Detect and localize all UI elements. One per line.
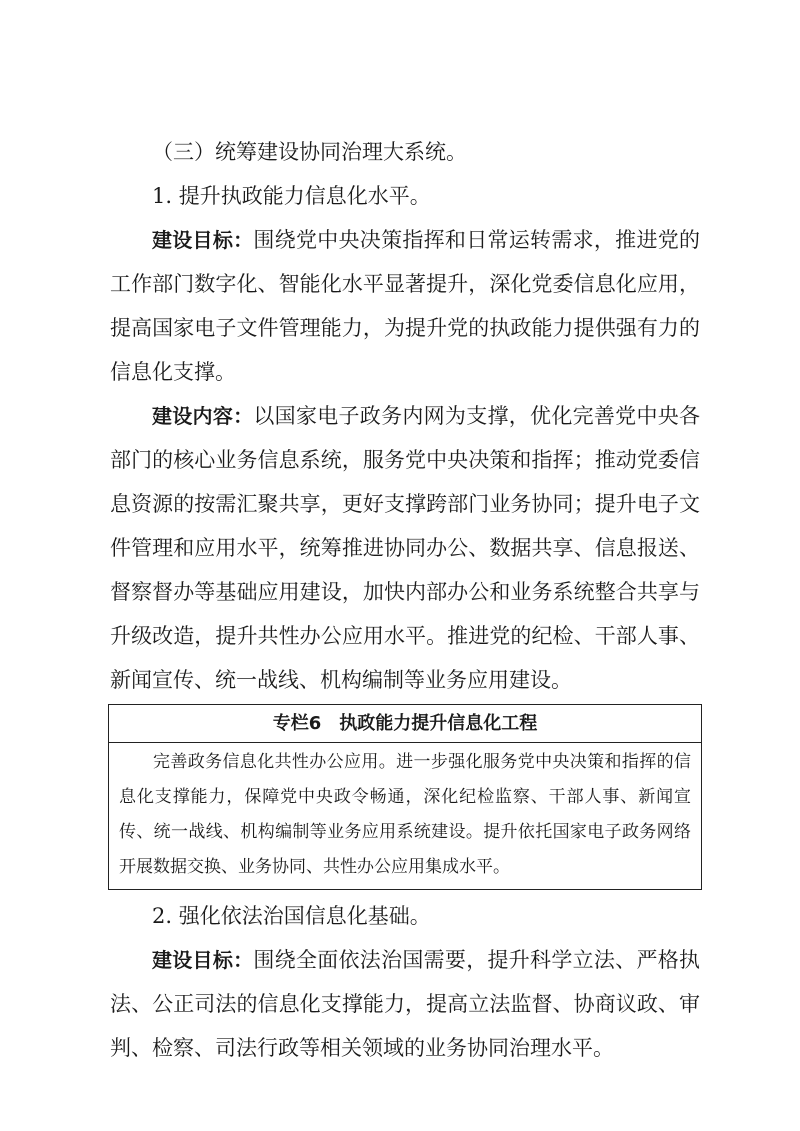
item2-goal-paragraph [110,938,700,1070]
item2-heading: 2. 强化依法治国信息化基础。 [152,904,431,928]
item1-goal-paragraph [110,218,700,394]
item1-content-label: 建设内容： [152,404,254,428]
section-heading: （三）统筹建设协同治理大系统。 [152,140,467,164]
item2-goal-label: 建设目标： [152,948,254,972]
item1-content-paragraph [110,394,700,702]
item1-goal-text: 围绕党中央决策指挥和日常运转需求，推进党的工作部门数字化、智能化水平显著提升，深化党委信息化应用，提高国家电子文件管理能力，为提升党的执政能力提供强有力的信息化支撑。 [110,228,701,384]
item1-heading: 1. 提升执政能力信息化水平。 [152,184,431,208]
column-box-body: 完善政务信息化共性办公应用。进一步强化服务党中央决策和指挥的信息化支撑能力，保障党中央政令畅通，深化纪检监察、干部人事、新闻宣传、统一战线、机构编制等业务应用系统建设。提升依托国家电子政务网络开展数据交换、业务协同、共性办公应用集成水平。 [119,752,691,877]
document-page [110,130,700,1070]
item2-goal-text: 围绕全面依法治国需要，提升科学立法、严格执法、公正司法的信息化支撑能力，提高立法监督、协商议政、审判、检察、司法行政等相关领域的业务协同治理水平。 [110,948,701,1060]
item1-content-text: 以国家电子政务内网为支撑，优化完善党中央各部门的核心业务信息系统，服务党中央决策和指挥；推动党委信息资源的按需汇聚共享，更好支撑跨部门业务协同；提升电子文件管理和应用水平，统筹推进协同办公、数据共享、信息报送、督察督办等基础应用建设，加快内部办公和业务系统整合共享与升级改造，提升共性办公应用水平。推进党的纪检、干部人事、新闻宣传、统一战线、机构编制等业务应用建设。 [110,404,701,692]
column-box-title: 专栏6 执政能力提升信息化工程 [109,705,701,743]
column-box [108,704,702,890]
item1-goal-label: 建设目标： [152,228,254,252]
